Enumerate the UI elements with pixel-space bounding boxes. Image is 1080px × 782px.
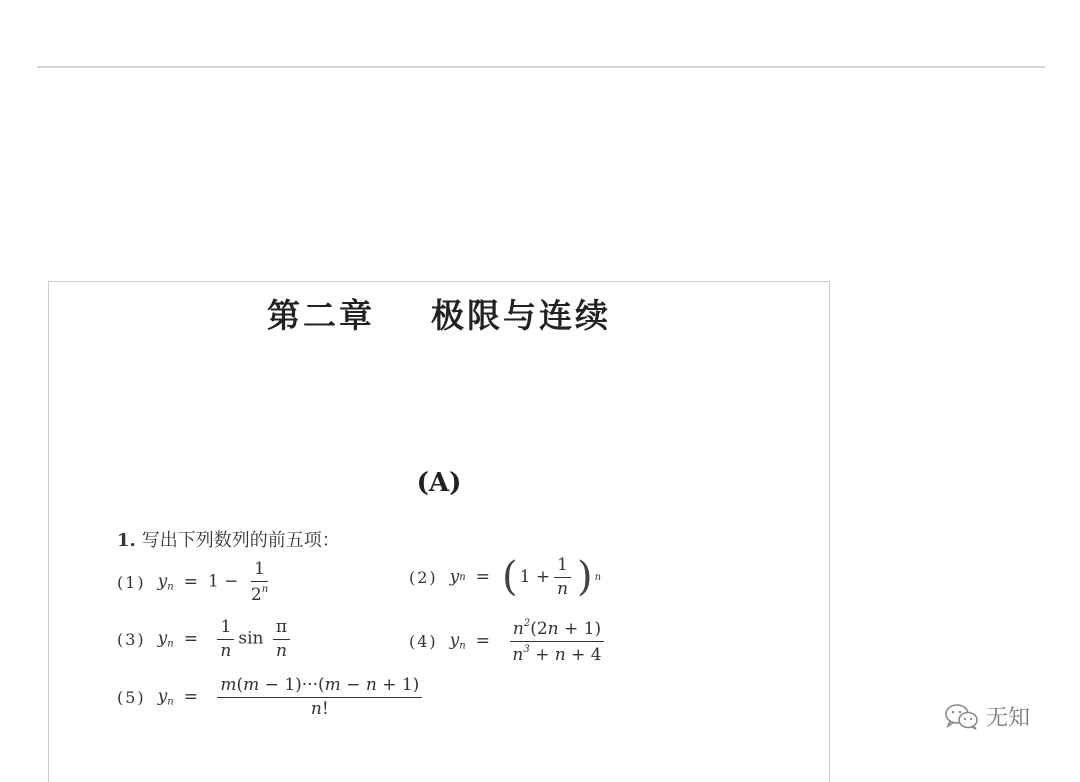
item-index: (1) <box>117 572 146 592</box>
formula-item-5 <box>117 676 426 718</box>
item-index: (3) <box>117 629 146 649</box>
item-index: (2) <box>409 567 438 587</box>
document-page <box>48 281 830 782</box>
watermark-text: 无知 <box>986 706 1031 731</box>
question-number: 1. <box>117 530 136 551</box>
item-index: (5) <box>117 687 146 707</box>
formula-item-2 <box>409 554 602 601</box>
wechat-icon <box>944 703 980 731</box>
watermark <box>944 701 1030 732</box>
formula-2: y n = ( 1 + $\frac{1}{n}$ ) n <box>449 554 602 601</box>
formula-item-1 <box>117 560 275 604</box>
formula-4: $y_n$ = $\frac{n^2(2n + 1)}{n^3 + n + 4}$ <box>450 618 609 664</box>
chapter-title: 极限与连续 <box>431 296 611 335</box>
formula-item-3 <box>117 618 294 660</box>
formula-3: $y_n$ = $\frac{1}{n}$ sin $\frac{\pi}{n}$ <box>158 618 294 660</box>
formula-item-4 <box>409 618 609 664</box>
top-divider <box>37 66 1045 68</box>
question-1 <box>117 526 340 552</box>
formula-5: $y_n$ = $\frac{m(m - 1)\cdot\cdot\cdot(m - n + 1)}{n!}$ <box>158 676 427 718</box>
formula-1: $y_n = 1$ − $\frac{1}{2^n}$ <box>157 559 269 605</box>
item-index: (4) <box>409 631 438 651</box>
chapter-number: 第二章 <box>267 296 375 335</box>
chapter-heading <box>49 290 829 337</box>
section-label: (A) <box>416 468 462 498</box>
question-prompt: 写出下列数列的前五项： <box>141 530 340 551</box>
